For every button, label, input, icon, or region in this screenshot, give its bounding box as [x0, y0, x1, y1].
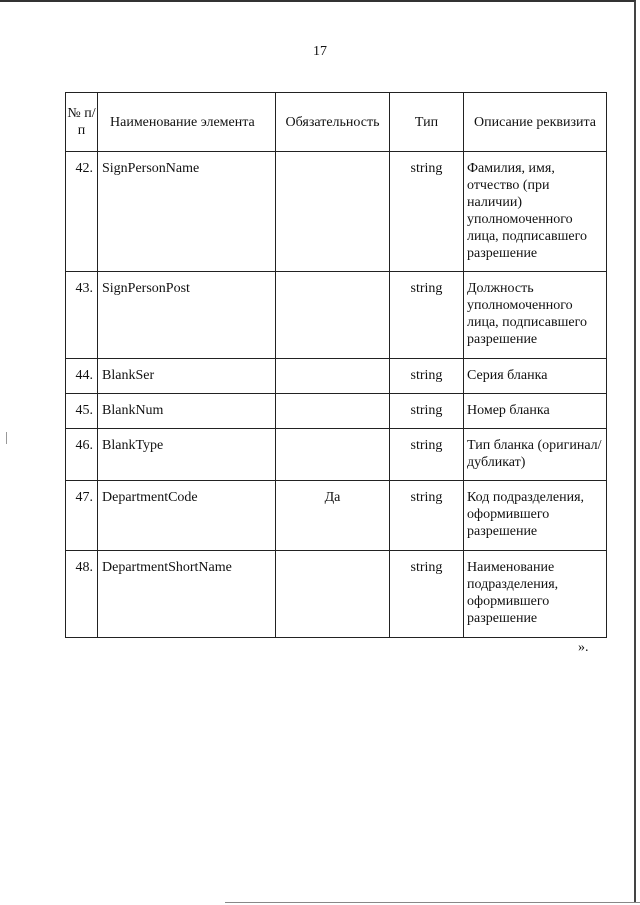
row-type: string: [390, 481, 464, 551]
row-num: 48.: [66, 551, 98, 638]
header-required: Обязательность: [276, 93, 390, 152]
table-row: [66, 359, 607, 394]
row-required: [276, 394, 390, 429]
table-row: [66, 481, 607, 551]
row-required: [276, 551, 390, 638]
scan-edge-line: [225, 902, 640, 903]
row-required: [276, 359, 390, 394]
table-row: [66, 551, 607, 638]
row-description: Должность уполномоченного лица, подписавшего разрешение: [464, 272, 607, 359]
closing-quote: ».: [578, 640, 589, 655]
row-name: BlankNum: [98, 394, 276, 429]
row-required: [276, 272, 390, 359]
row-num: 46.: [66, 429, 98, 481]
row-num: 42.: [66, 152, 98, 272]
row-name: SignPersonName: [98, 152, 276, 272]
header-type: Тип: [390, 93, 464, 152]
scan-artifact-mark: [6, 432, 7, 444]
row-name: DepartmentShortName: [98, 551, 276, 638]
row-required: [276, 429, 390, 481]
row-description: Серия бланка: [464, 359, 607, 394]
row-type: string: [390, 429, 464, 481]
row-description: Тип бланка (оригинал/дубликат): [464, 429, 607, 481]
row-num: 44.: [66, 359, 98, 394]
page-number: 17: [313, 44, 327, 59]
row-type: string: [390, 272, 464, 359]
table-row: [66, 152, 607, 272]
row-name: BlankType: [98, 429, 276, 481]
header-description: Описание реквизита: [464, 93, 607, 152]
requisites-table: [65, 92, 607, 638]
row-description: Наименование подразделения, оформившего разрешение: [464, 551, 607, 638]
row-required: [276, 152, 390, 272]
row-description: Номер бланка: [464, 394, 607, 429]
row-required: Да: [276, 481, 390, 551]
table-row: [66, 272, 607, 359]
header-name: Наименование элемента: [98, 93, 276, 152]
row-type: string: [390, 359, 464, 394]
row-num: 47.: [66, 481, 98, 551]
row-num: 43.: [66, 272, 98, 359]
row-description: Фамилия, имя, отчество (при наличии) уполномоченного лица, подписавшего разрешение: [464, 152, 607, 272]
row-type: string: [390, 152, 464, 272]
row-description: Код подразделения, оформившего разрешение: [464, 481, 607, 551]
row-type: string: [390, 551, 464, 638]
table-row: [66, 394, 607, 429]
header-num: № п/п: [66, 93, 98, 152]
table-header-row: [66, 93, 607, 152]
table-row: [66, 429, 607, 481]
row-type: string: [390, 394, 464, 429]
row-name: SignPersonPost: [98, 272, 276, 359]
row-name: DepartmentCode: [98, 481, 276, 551]
row-name: BlankSer: [98, 359, 276, 394]
row-num: 45.: [66, 394, 98, 429]
